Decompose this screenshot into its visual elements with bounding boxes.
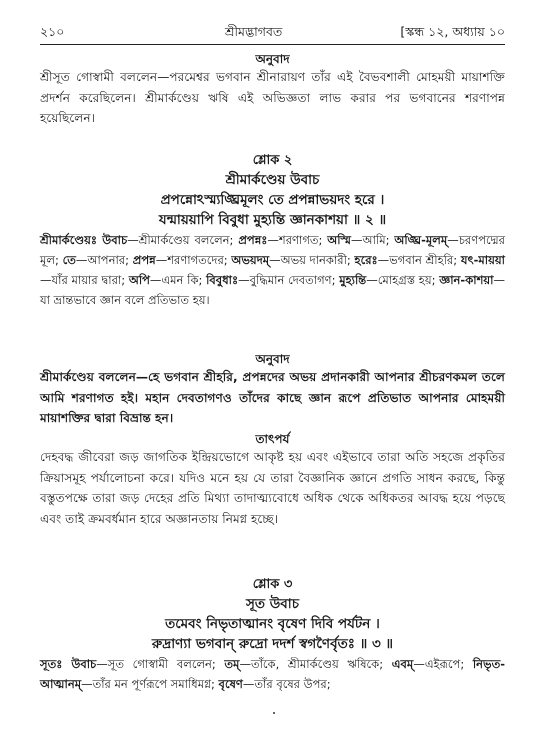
book-title: শ্রীমদ্ভাগবত xyxy=(225,24,283,39)
synonym-term: মুহ্যন্তি xyxy=(339,273,367,287)
synonym-meaning: —মোহগ্রস্ত হয়; xyxy=(366,273,440,287)
translation-text: শ্রীসূত গোস্বামী বললেন—পরমেশ্বর ভগবান শ্রীনারায়ণ তাঁর এই বৈভবশালী মোহময়ী মায়াশক্তি প্রদর্শন করেছিলেন। শ্রীমার্কণ্ডেয় ঋষি এই অভিজ্ঞতা লাভ করার পর ভগবানের শরণাপন্ন হয়েছিলেন। xyxy=(40,70,505,125)
synonym-term: সূতঃ উবাচ xyxy=(40,657,97,671)
synonym-meaning: —চরণপদ্মের মূল; xyxy=(40,233,505,267)
synonym-meaning: —তাঁর বৃষের উপর; xyxy=(242,677,331,691)
sloka-speaker: সূত উবাচ xyxy=(246,596,299,612)
synonym-term: এবম্ xyxy=(391,657,414,671)
synonym-term: জ্ঞান-কাশয়া xyxy=(439,273,494,287)
synonym-term: অপি xyxy=(128,273,150,287)
sloka-2 xyxy=(40,152,505,310)
section-label: [স্কন্ধ ১২, অধ্যায় ১০ xyxy=(400,24,505,39)
verse-line: প্রপন্নোঽস্ম্যঙ্ঘ্রিমূলং তে প্রপন্নাভয়দং হরে । xyxy=(160,192,385,208)
synonym-meaning: —আমি; xyxy=(350,233,395,247)
sloka-3 xyxy=(40,576,505,694)
synonym-meaning: —শ্রীমার্কণ্ডেয় বললেন; xyxy=(127,233,239,247)
synonym-term: তম্ xyxy=(224,657,240,671)
synonym-meaning: —তাঁকে, শ্রীমার্কণ্ডেয় ঋষিকে; xyxy=(239,657,392,671)
verse-line: যন্মায়য়াপি বিবুধা মুহ্যন্তি জ্ঞানকাশয়া ॥ ২ ॥ xyxy=(158,212,387,228)
purport xyxy=(40,432,505,529)
synonym-term: বিবুধাঃ xyxy=(206,273,239,287)
page-mark xyxy=(273,712,275,714)
synonym-term: হরেঃ xyxy=(354,253,378,267)
translation-2 xyxy=(40,352,505,429)
synonym-meaning: —আপনার; xyxy=(75,253,133,267)
translation-1 xyxy=(40,52,505,129)
header-rule xyxy=(40,44,505,45)
synonym-meaning: —তাঁর মন পূর্ণরূপে সমাধিমগ্ন; xyxy=(81,677,219,691)
synonym-meaning: —এইরূপে; xyxy=(413,657,473,671)
purport-text: দেহবদ্ধ জীবেরা জড় জাগতিক ইন্দ্রিয়ভোগে আকৃষ্ট হয় এবং এইভাবে তারা অতি সহজে প্রকৃতির ক্রিয়াসমূহ পর্যালোচনা করে। যদিও মনে হয় যে তারা বৈজ্ঞানিক জ্ঞানে প্রগতি সাধন করছে, কিন্তু বস্তুতপক্ষে তারা জড় দেহের প্রতি মিথ্যা তাদাত্ম্যবোধে অধিক থেকে অধিকতর আবদ্ধ হয়ে পড়ছে এবং তাই ক্রমবর্ধমান হারে অজ্ঞানতায় নিমগ্ন হচ্ছে। xyxy=(40,450,505,526)
sloka-heading: শ্লোক ৩ xyxy=(252,577,293,592)
synonym-meaning: —এমন কি; xyxy=(149,273,207,287)
synonym-meaning: —যা ভ্রান্তভাবে জ্ঞান বলে প্রতিভাত হয়। xyxy=(40,273,505,307)
synonym-meaning: —যাঁর মায়ার দ্বারা; xyxy=(40,273,129,287)
synonym-term: বৃষেণ xyxy=(218,677,243,691)
synonym-term: প্রপন্নঃ xyxy=(238,233,268,247)
synonym-meaning: —শরণাগতদের; xyxy=(155,253,232,267)
synonym-meaning: —সূত গোস্বামী বললেন; xyxy=(96,657,225,671)
synonym-meaning: —অভয় দানকারী; xyxy=(269,253,355,267)
page-number: ২১০ xyxy=(40,24,65,39)
verse-line: রুদ্রাণ্যা ভগবান্ রুদ্রো দদর্শ স্বগণৈর্বৃতঃ ॥ ৩ ॥ xyxy=(151,636,394,652)
synonym-term: নিভৃত-আত্মানম্ xyxy=(40,657,506,691)
purport-heading: তাৎপর্য xyxy=(255,432,290,446)
synonym-term: শ্রীমার্কণ্ডেয়ঃ উবাচ xyxy=(40,233,128,247)
synonym-term: অস্মি xyxy=(327,233,351,247)
translation-text: শ্রীমার্কণ্ডেয় বললেন—হে ভগবান শ্রীহরি, প্রপন্নদের অভয় প্রদানকারী আপনার শ্রীচরণকমল তলে আমি শরণাগত হই। মহান দেবতাগণও তাঁদের কাছে জ্ঞান রূপে প্রতিভাত আপনার মোহময়ী মায়াশক্তির দ্বারা বিভ্রান্ত হন। xyxy=(40,370,505,425)
translation-heading: অনুবাদ xyxy=(255,52,290,66)
synonym-term: যৎ-মায়য়া xyxy=(460,253,505,267)
sloka-heading: শ্লোক ২ xyxy=(252,153,293,168)
synonym-term: অঙ্ঘ্রি-মূলম্ xyxy=(394,233,448,247)
synonym-meaning: —বুদ্ধিমান দেবতাগণ; xyxy=(238,273,340,287)
synonym-meaning: —ভগবান শ্রীহরি; xyxy=(377,253,461,267)
translation-heading: অনুবাদ xyxy=(255,352,290,366)
page-header xyxy=(40,22,505,44)
sloka-speaker: শ্রীমার্কণ্ডেয় উবাচ xyxy=(225,172,320,188)
synonyms-text xyxy=(40,654,505,694)
synonyms-text xyxy=(40,230,505,310)
verse-line: তমেবং নিভৃতাত্মানং বৃষেণ দিবি পর্যটন । xyxy=(165,616,380,632)
synonym-term: অভয়দম্ xyxy=(231,253,270,267)
synonym-term: তে xyxy=(62,253,76,267)
synonym-meaning: —শরণাগত; xyxy=(267,233,328,247)
synonym-term: প্রপন্ন xyxy=(132,253,156,267)
